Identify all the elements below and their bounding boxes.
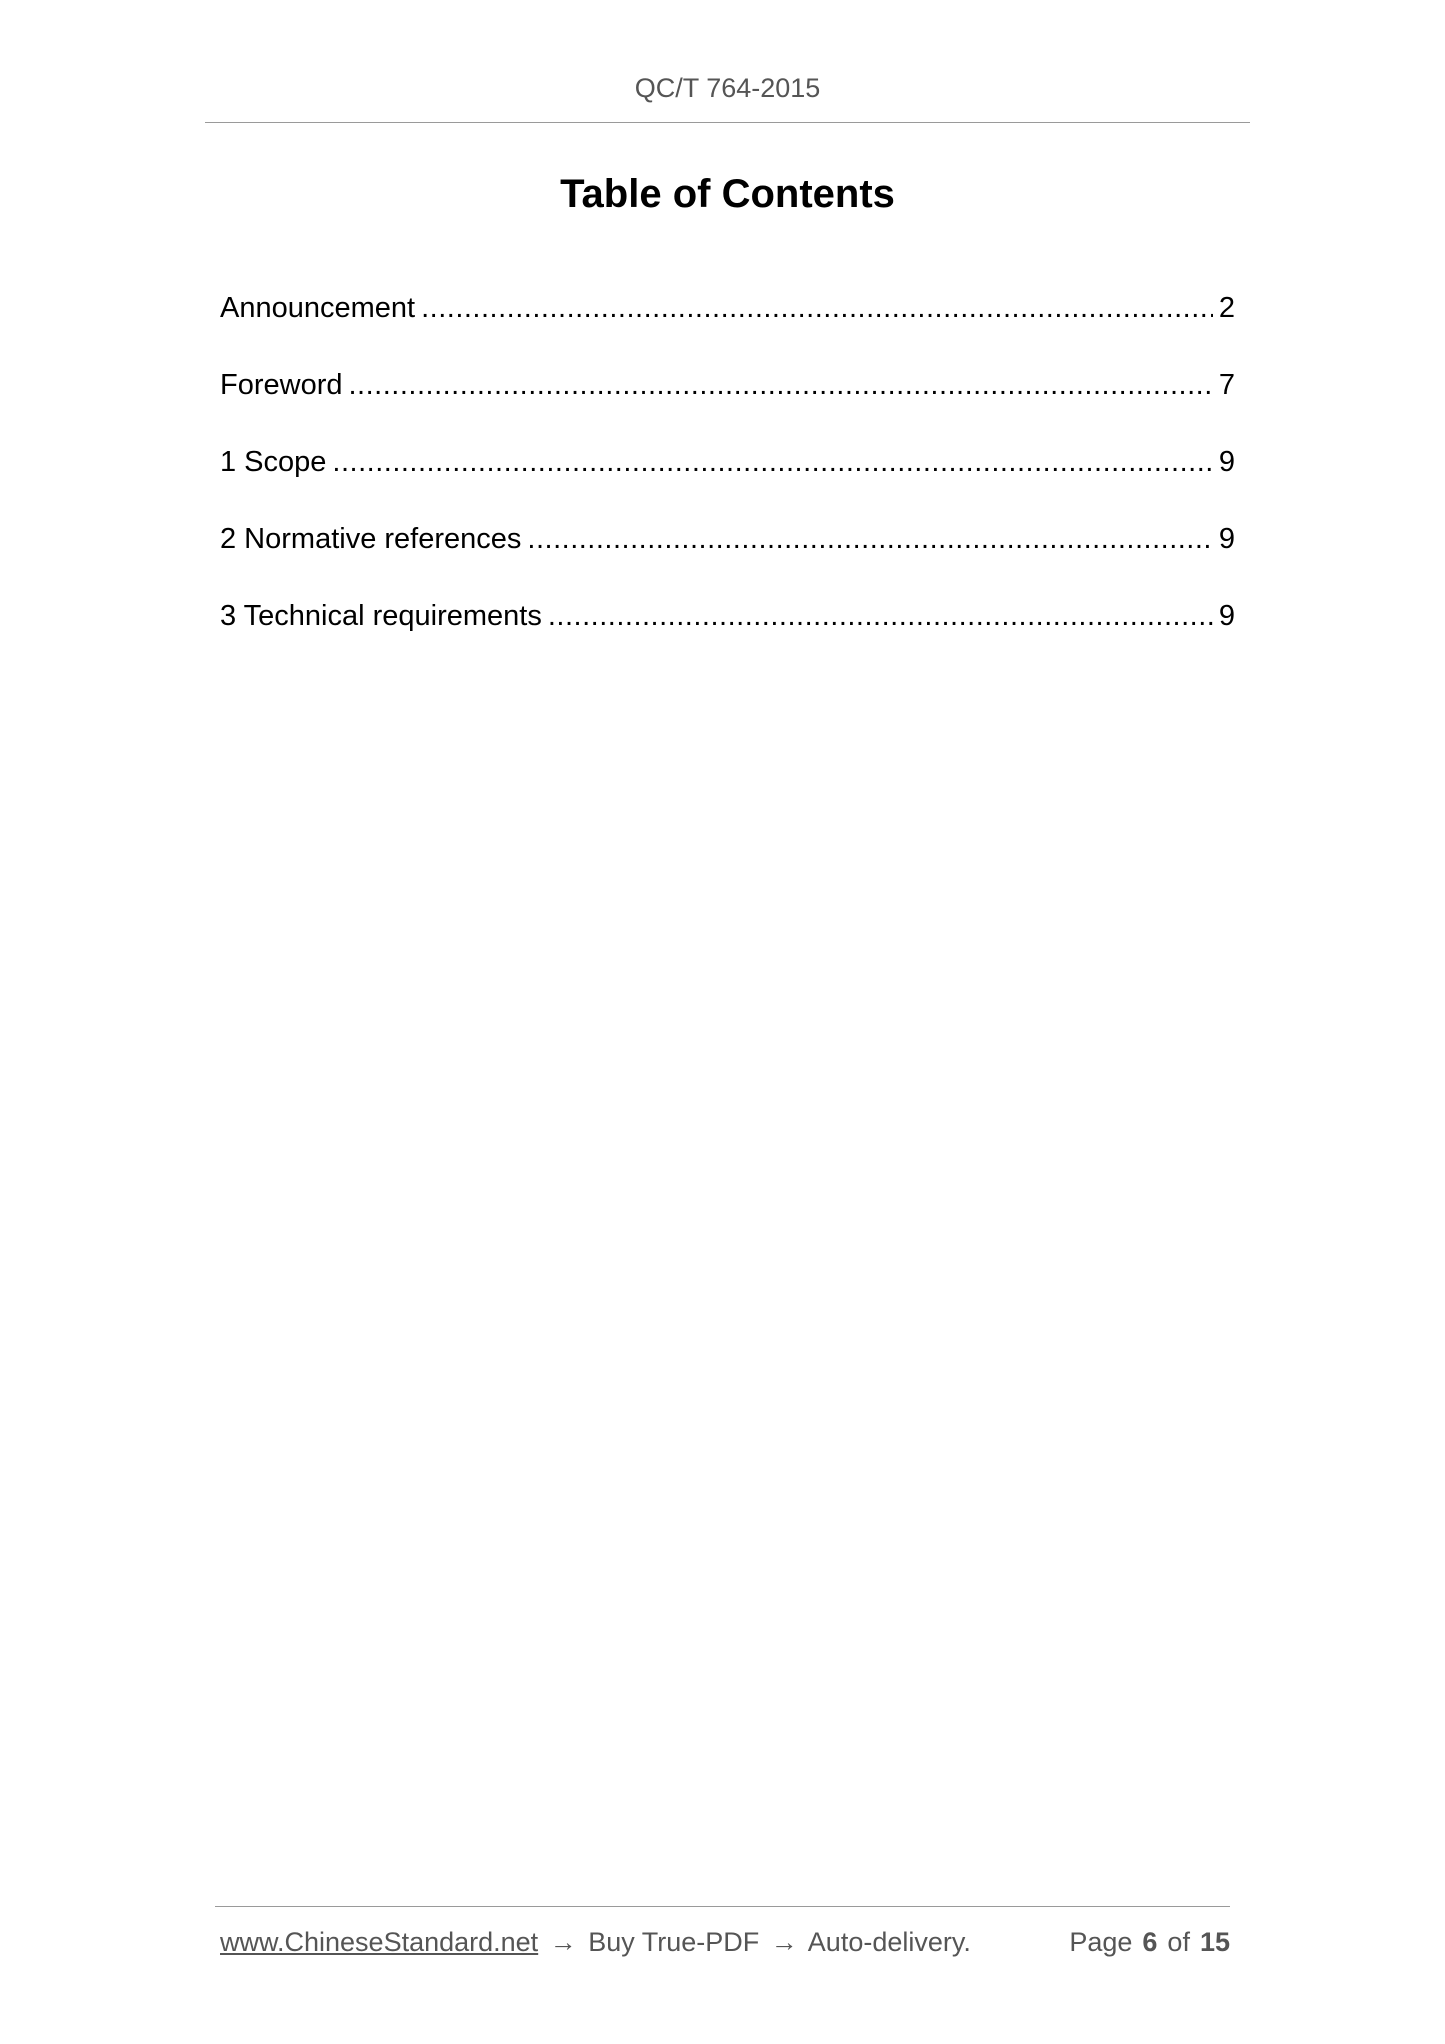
page-label: Page	[1069, 1927, 1133, 1957]
toc-dot-leader	[332, 442, 1212, 482]
toc-entry-page: 2	[1218, 292, 1235, 324]
toc-entry-label: 3 Technical requirements	[220, 600, 542, 632]
site-link[interactable]: www.ChineseStandard.net	[220, 1927, 539, 1957]
right-arrow-icon: →	[549, 1927, 577, 1957]
page-of-label: of	[1167, 1927, 1190, 1957]
footer-divider	[215, 1906, 1230, 1907]
toc-dot-leader	[548, 596, 1213, 636]
buy-true-pdf-text: Buy True-PDF	[588, 1927, 760, 1957]
toc-dot-leader	[421, 288, 1213, 328]
toc-entry-page: 9	[1218, 523, 1235, 555]
toc-entry-label: Foreword	[220, 369, 343, 401]
toc-entry-page: 9	[1218, 446, 1235, 478]
toc-entry-label: Announcement	[220, 292, 416, 324]
header-divider	[205, 122, 1250, 123]
toc-list	[220, 288, 1235, 673]
page-number	[1069, 1924, 1230, 1960]
toc-entry-page: 9	[1218, 600, 1235, 632]
page-header-doc-code: QC/T 764-2015	[634, 73, 821, 103]
page-footer	[220, 1924, 1230, 1960]
toc-entry-label: 2 Normative references	[220, 523, 522, 555]
toc-entry-page: 7	[1218, 369, 1235, 401]
toc-title: Table of Contents	[560, 172, 895, 216]
toc-entry-technical-requirements[interactable]	[220, 596, 1235, 673]
toc-entry-foreword[interactable]	[220, 365, 1235, 442]
toc-dot-leader	[349, 365, 1213, 405]
auto-delivery-text: Auto-delivery.	[807, 1927, 971, 1957]
toc-entry-normative-references[interactable]	[220, 519, 1235, 596]
toc-entry-announcement[interactable]	[220, 288, 1235, 365]
toc-entry-scope[interactable]	[220, 442, 1235, 519]
right-arrow-icon: →	[770, 1927, 798, 1957]
footer-promo	[220, 1924, 971, 1960]
page-total: 15	[1199, 1927, 1230, 1957]
page-current: 6	[1142, 1927, 1158, 1957]
toc-entry-label: 1 Scope	[220, 446, 327, 478]
toc-dot-leader	[527, 519, 1212, 559]
